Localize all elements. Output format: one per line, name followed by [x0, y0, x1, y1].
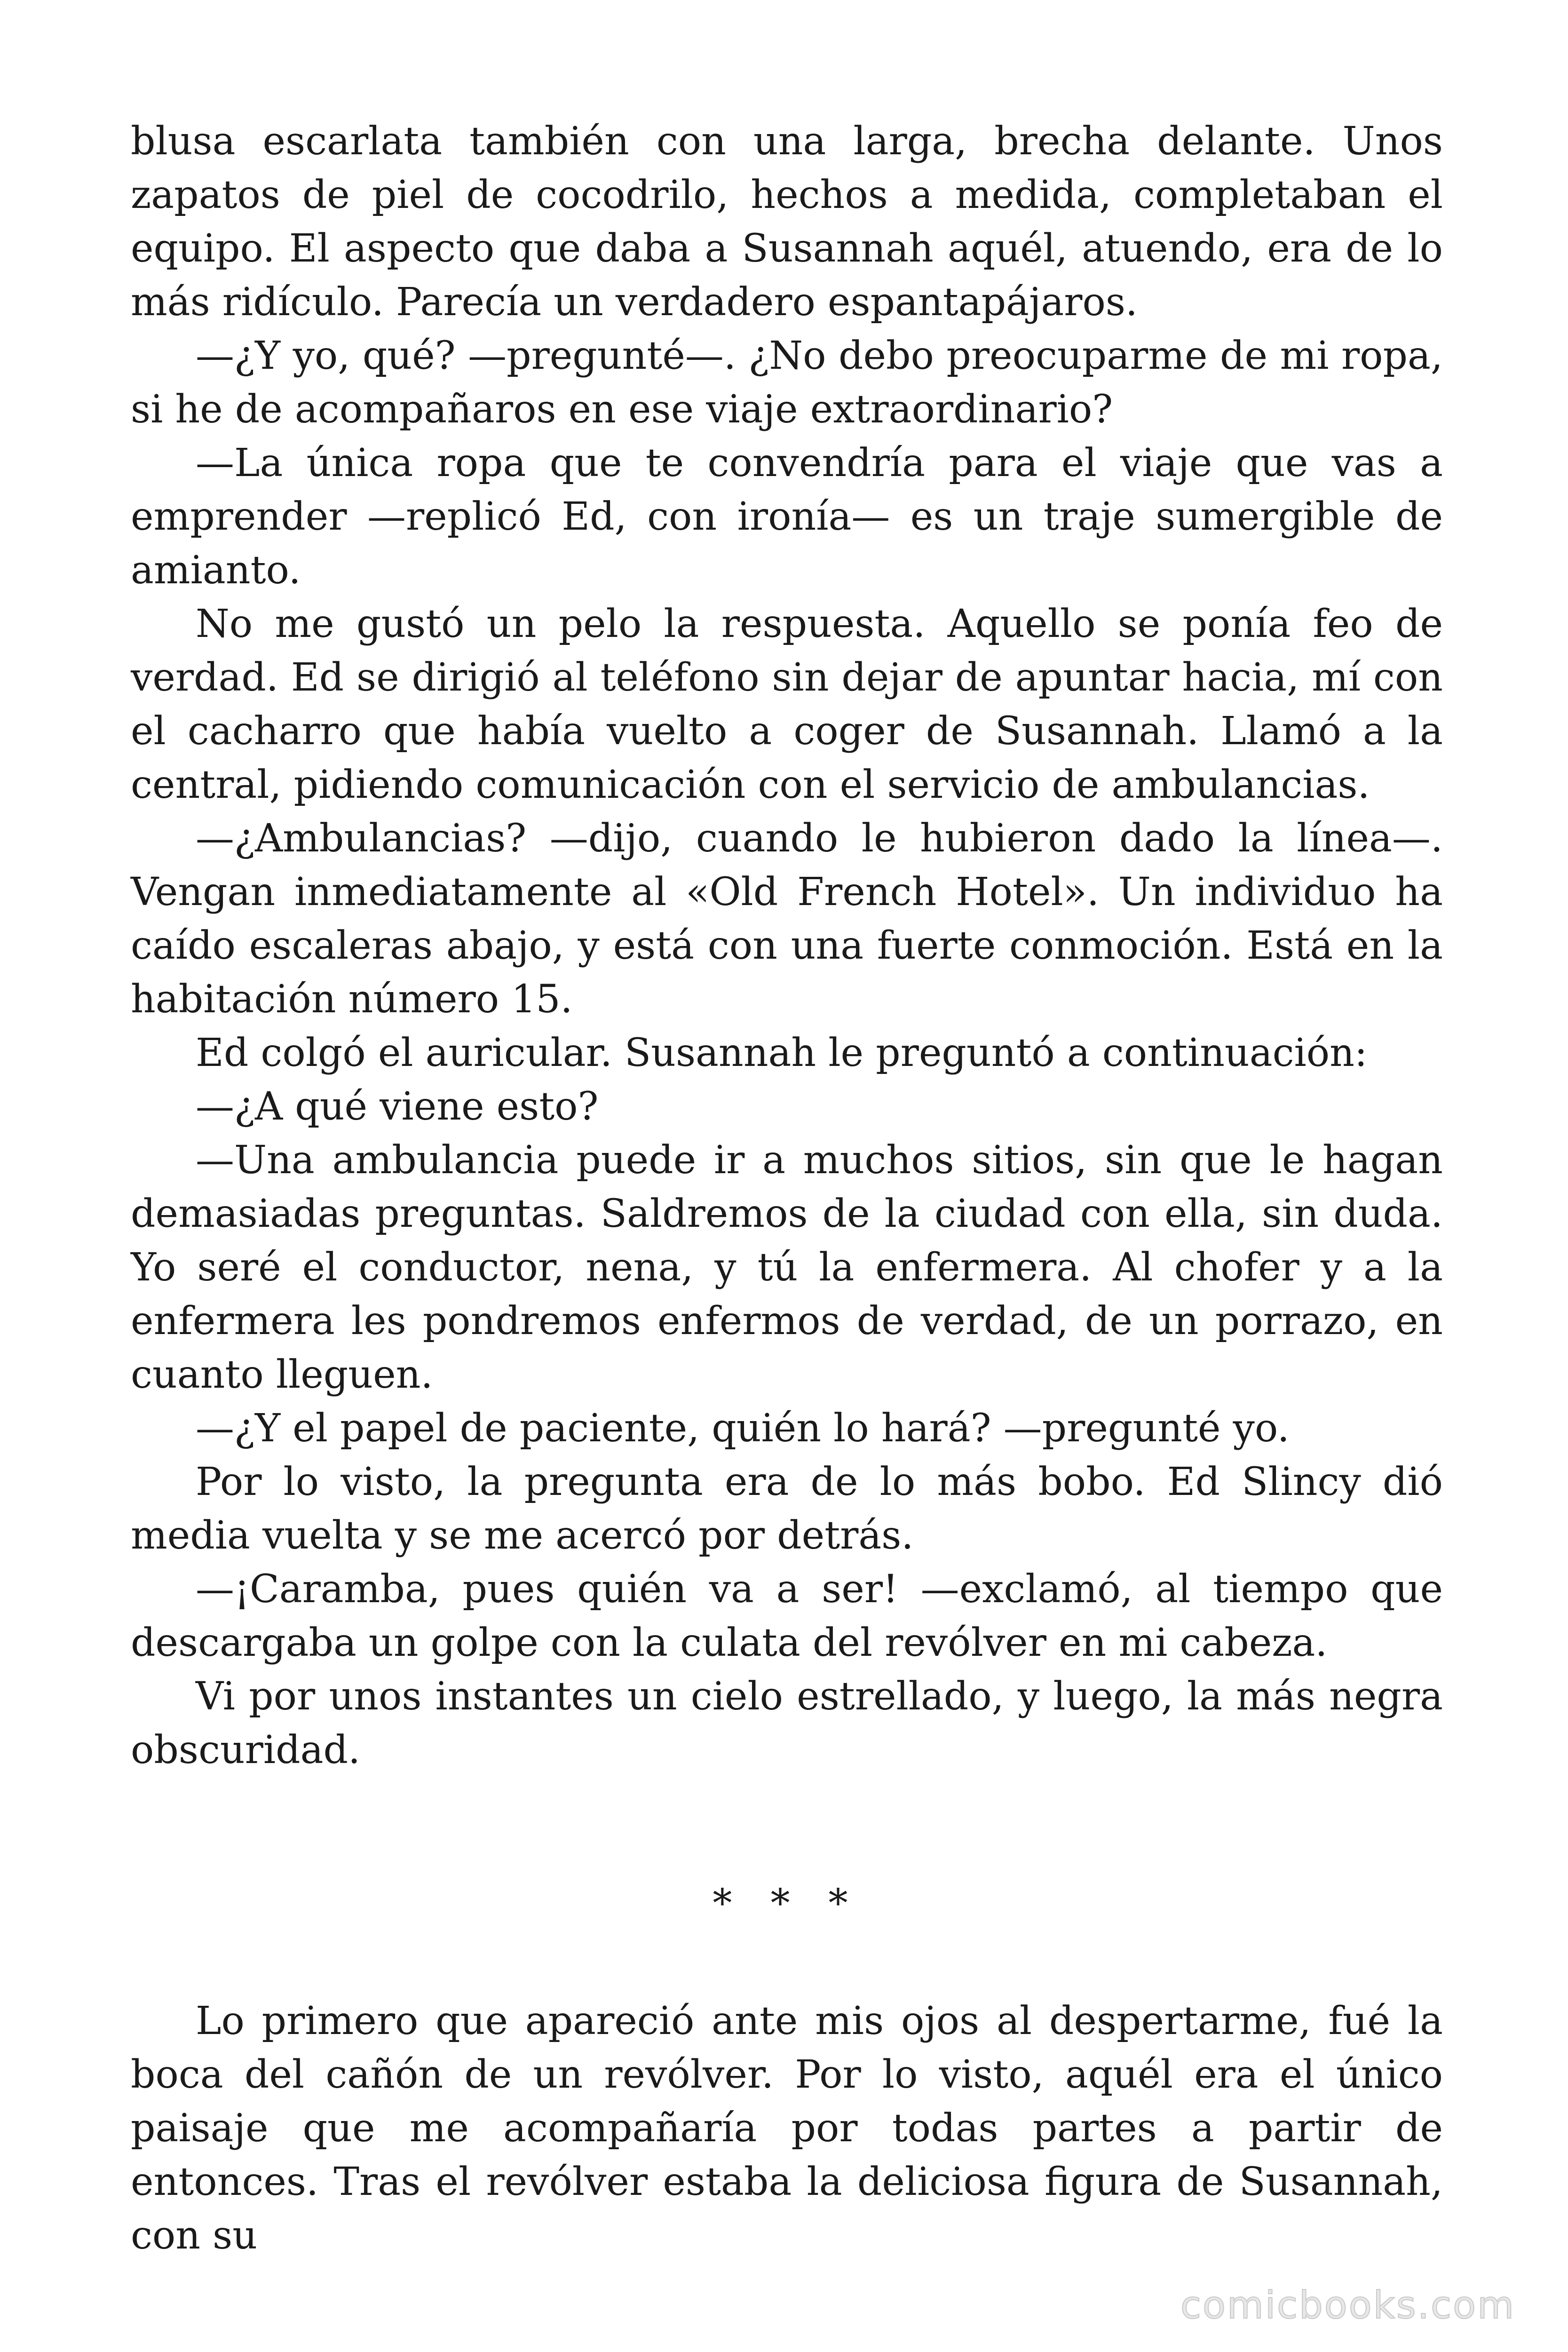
- paragraph: No me gustó un pelo la respuesta. Aquello se ponía feo de verdad. Ed se dirigió al teléfono sin dejar de apuntar hacia, mí con el cacharro que había vuelto a coger de Susannah. Llamó a la central, pidiendo comunicación con el servicio de ambulancias.: [131, 602, 1443, 807]
- paragraph: —La única ropa que te convendría para el viaje que vas a emprender —replicó Ed, con ironía— es un traje sumergible de amianto.: [131, 441, 1443, 593]
- paragraph: Vi por unos instantes un cielo estrellado, y luego, la más negra obscuridad.: [131, 1674, 1443, 1772]
- watermark: comicbooks.com: [1180, 2283, 1515, 2327]
- paragraph: —¿Y yo, qué? —pregunté—. ¿No debo preocuparme de mi ropa, si he de acompañaros en ese viaje extraordinario?: [131, 334, 1443, 432]
- paragraph: —¿Ambulancias? —dijo, cuando le hubieron dado la línea—. Vengan inmediatamente al «Old French Hotel». Un individuo ha caído escaleras abajo, y está con una fuerte conmoción. Está en la habitación número 15.: [131, 816, 1443, 1022]
- paragraph: Lo primero que apareció ante mis ojos al despertarme, fué la boca del cañón de un revólver. Por lo visto, aquél era el único paisaje que me acompañaría por todas partes a partir de entonces. Tras el revólver estaba la deliciosa figura de Susannah, con su: [131, 1999, 1443, 2258]
- paragraph: —¡Caramba, pues quién va a ser! —exclamó, al tiempo que descargaba un golpe con la culata del revólver en mi cabeza.: [131, 1567, 1443, 1665]
- paragraph: Ed colgó el auricular. Susannah le preguntó a continuación:: [196, 1031, 1368, 1075]
- page-body-section-2: [131, 1994, 1443, 2263]
- paragraph: blusa escarlata también con una larga, brecha delante. Unos zapatos de piel de cocodrilo, hechos a medida, completaban el equipo. El aspecto que daba a Susannah aquél, atuendo, era de lo más ridículo. Parecía un verdadero espantapájaros.: [131, 119, 1443, 325]
- paragraph: Por lo visto, la pregunta era de lo más bobo. Ed Slincy dió media vuelta y se me acercó por detrás.: [131, 1460, 1443, 1558]
- scene-break: * * *: [713, 1881, 861, 1926]
- paragraph: —¿A qué viene esto?: [196, 1084, 599, 1129]
- paragraph: —¿Y el papel de paciente, quién lo hará? —pregunté yo.: [196, 1406, 1290, 1451]
- paragraph: —Una ambulancia puede ir a muchos sitios, sin que le hagan demasiadas preguntas. Saldremos de la ciudad con ella, sin duda. Yo seré el conductor, nena, y tú la enfermera. Al chofer y a la enfermera les pondremos enfermos de verdad, de un porrazo, en cuanto lleguen.: [131, 1138, 1443, 1397]
- page-body-section-1: [131, 115, 1443, 1777]
